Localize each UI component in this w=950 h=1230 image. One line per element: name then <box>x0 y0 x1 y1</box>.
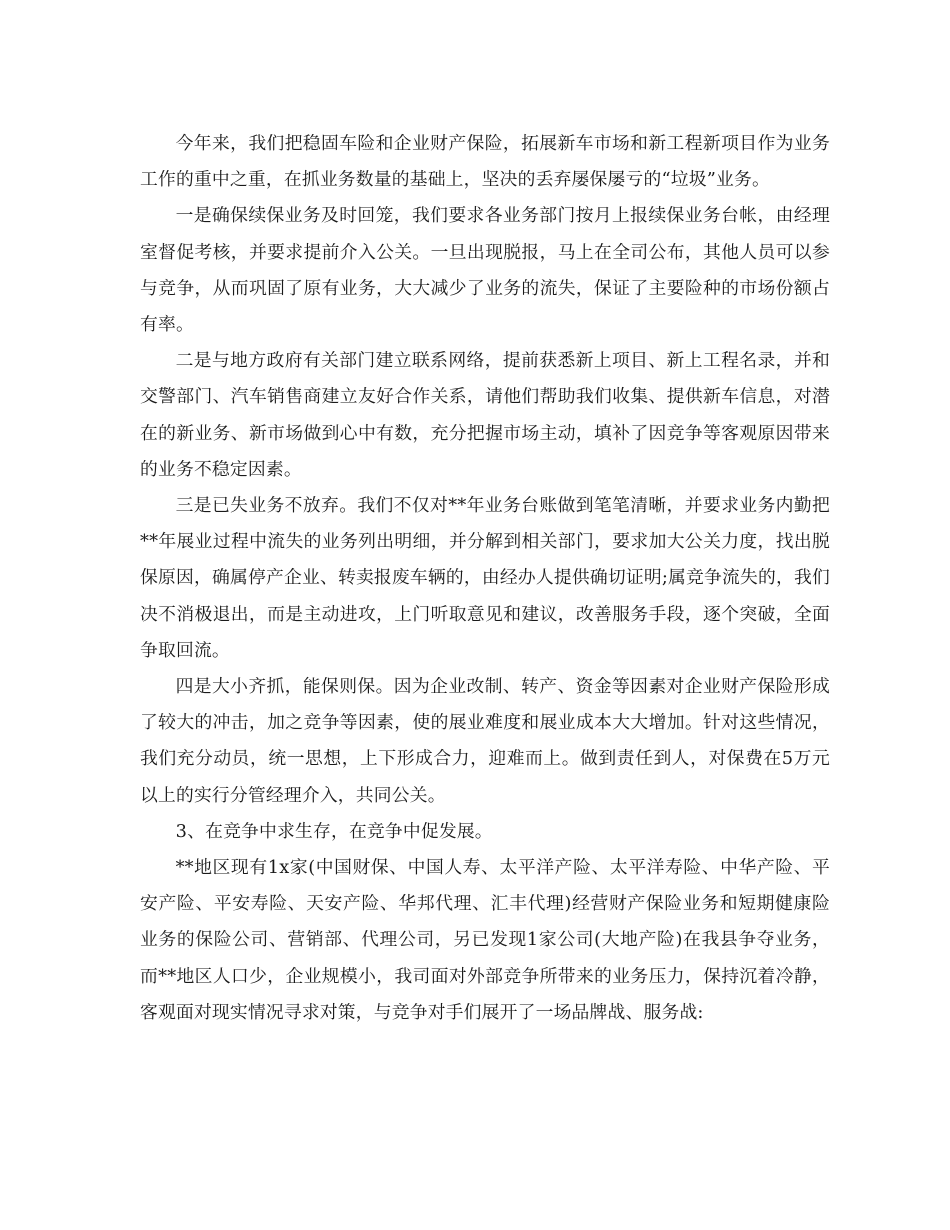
paragraph-renewal-business: 一是确保续保业务及时回笼，我们要求各业务部门按月上报续保业务台帐，由经理室督促考核，并要求提前介入公关。一旦出现脱报，马上在全司公布，其他人员可以参与竞争，从而巩固了原有业务，大大减少了业务的流失，保证了主要险种的市场份额占有率。 <box>140 205 830 336</box>
paragraph-intro: 今年来，我们把稳固车险和企业财产保险，拓展新车市场和新工程新项目作为业务工作的重中之重，在抓业务数量的基础上，坚决的丢弃屡保屡亏的“垃圾”业务。 <box>140 133 830 191</box>
paragraph-large-and-small: 四是大小齐抓，能保则保。因为企业改制、转产、资金等因素对企业财产保险形成了较大的冲击，加之竞争等因素，使的展业难度和展业成本大大增加。针对这些情况，我们充分动员，统一思想，上下形成合力，迎难而上。做到责任到人，对保费在5万元以上的实行分管经理介入，共同公关。 <box>140 676 830 806</box>
paragraph-government-network: 二是与地方政府有关部门建立联系网络，提前获悉新上项目、新上工程名录，并和交警部门、汽车销售商建立友好合作关系，请他们帮助我们收集、提供新车信息，对潜在的新业务、新市场做到心中有数，充分把握市场主动，填补了因竞争等客观原因带来的业务不稳定因素。 <box>140 350 830 480</box>
paragraph-regional-competition: **地区现有1x家(中国财保、中国人寿、太平洋产险、太平洋寿险、中华产险、平安产险、平安寿险、天安产险、华邦代理、汇丰代理)经营财产保险业务和短期健康险业务的保险公司、营销部、代理公司，另已发现1家公司(大地产险)在我县争夺业务，而**地区人口少，企业规模小，我司面对外部竞争所带来的业务压力，保持沉着冷静，客观面对现实情况寻求对策，与竞争对手们展开了一场品牌战、服务战: <box>140 857 830 1023</box>
document-body <box>140 126 830 1031</box>
section-heading-competition: 3、在竞争中求生存，在竞争中促发展。 <box>175 820 493 842</box>
paragraph-lost-business: 三是已失业务不放弃。我们不仅对**年业务台账做到笔笔清晰，并要求业务内勤把**年展业过程中流失的业务列出明细，并分解到相关部门，要求加大公关力度，找出脱保原因，确属停产企业、转卖报废车辆的，由经办人提供确切证明;属竞争流失的，我们决不消极退出，而是主动进攻，上门听取意见和建议，改善服务手段，逐个突破，全面争取回流。 <box>140 495 830 661</box>
